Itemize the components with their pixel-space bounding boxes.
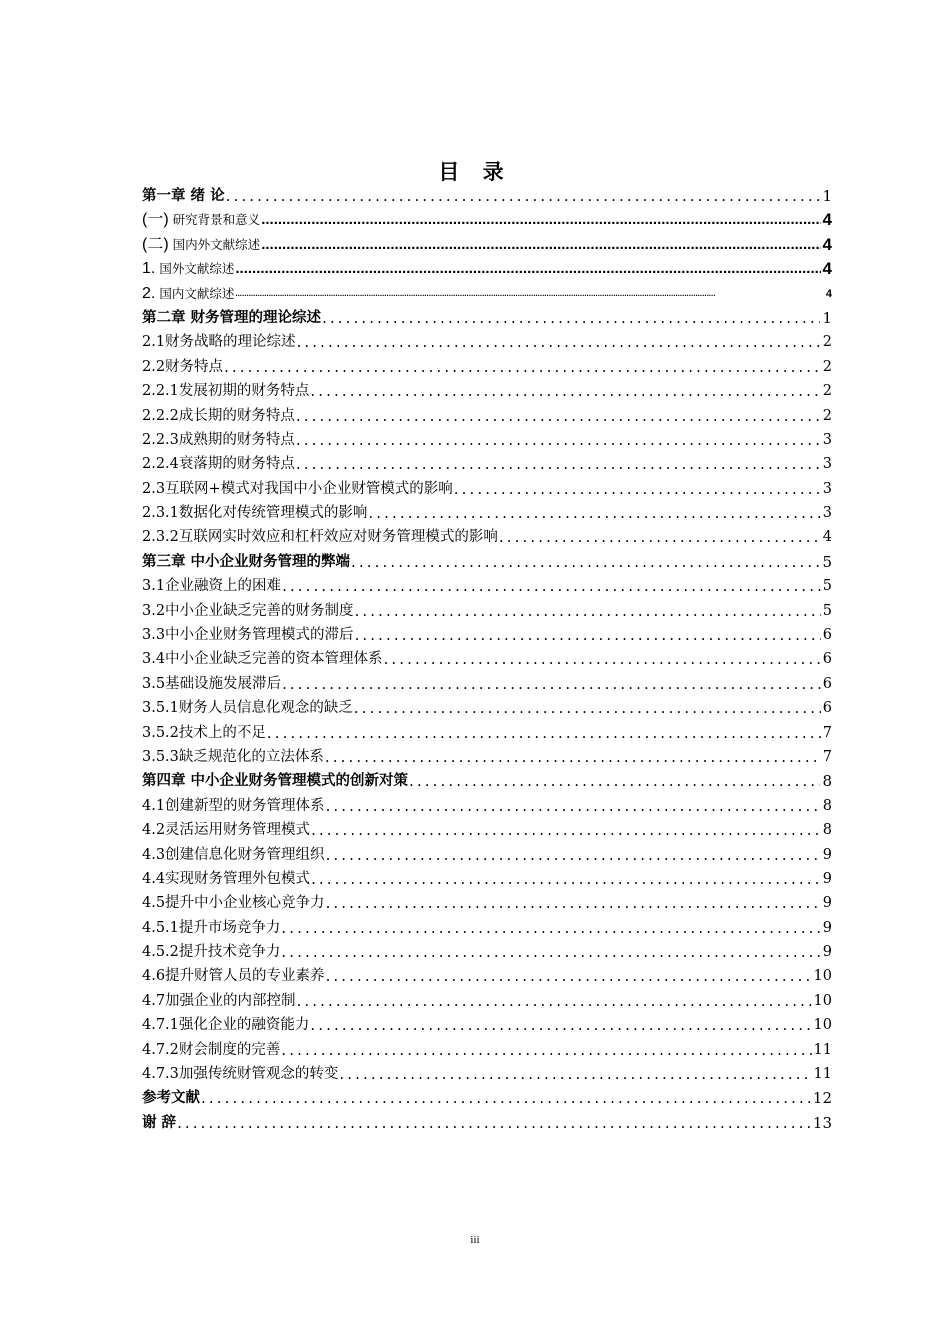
toc-entry[interactable]: [142, 599, 832, 623]
toc-entry-label: 第四章 中小企业财务管理模式的创新对策: [142, 773, 409, 790]
toc-page-number: 9: [822, 895, 832, 912]
toc-page-number: 4: [822, 259, 832, 279]
toc-entry-label: 2.3.1数据化对传统管理模式的影响: [142, 505, 368, 522]
toc-leader-dots: [325, 891, 821, 915]
toc-entry-label: [142, 233, 260, 257]
toc-leader-dots: [367, 501, 820, 525]
toc-entry[interactable]: [142, 745, 832, 769]
toc-page-number: 13: [812, 1113, 832, 1132]
toc-entry[interactable]: [142, 769, 832, 793]
toc-entry-label: 第一章 绪 论: [142, 187, 225, 204]
page-number-footer: iii: [470, 1234, 480, 1246]
toc-page-number: 5: [822, 578, 832, 595]
toc-entry[interactable]: [142, 989, 832, 1013]
toc-entry-label: 2.3.2互联网实时效应和杠杆效应对财务管理模式的影响: [142, 529, 498, 546]
toc-leader-dots: [321, 306, 820, 330]
toc-page-number: 5: [822, 552, 832, 571]
toc-entry[interactable]: [142, 623, 832, 647]
toc-entry[interactable]: [142, 916, 832, 940]
toc-leader-dots: [309, 1013, 811, 1037]
toc-leader-dots: [310, 867, 821, 891]
toc-entry-prefix: (二): [142, 235, 169, 253]
toc-page-number: 1: [822, 308, 832, 327]
toc-leader-dots: [309, 379, 820, 403]
toc-page-number: 10: [813, 992, 832, 1009]
toc-leader-dots: [353, 696, 821, 720]
toc-entry-label: 2.3互联网+模式对我国中小企业财管模式的影响: [142, 480, 453, 497]
toc-entry-label: 4.4实现财务管理外包模式: [142, 870, 311, 887]
toc-entry[interactable]: [142, 355, 832, 379]
toc-page-number: 7: [822, 724, 832, 741]
toc-page-number: 6: [822, 627, 832, 644]
toc-entry[interactable]: [142, 1086, 832, 1110]
toc-entry-text: 国内外文献综述: [172, 236, 261, 252]
toc-page-number: 5: [822, 602, 832, 619]
toc-entry-text: 国外文献综述: [159, 261, 235, 277]
toc-title: 目 录: [438, 160, 512, 184]
toc-page-number: 11: [813, 1041, 832, 1058]
toc-leader-dots: [408, 769, 820, 793]
toc-leader-dots: [338, 1062, 811, 1086]
toc-page-number: 4: [822, 210, 832, 230]
toc-entry[interactable]: [142, 550, 832, 574]
toc-entry-label: 谢 辞: [142, 1114, 177, 1131]
toc-page-number: 2: [822, 407, 832, 424]
toc-page-number: 10: [813, 968, 832, 985]
toc-leader-dots: [295, 428, 821, 452]
toc-entry[interactable]: [142, 452, 832, 476]
toc-entry[interactable]: [142, 647, 832, 671]
toc-leader-dots: [354, 623, 821, 647]
toc-entry[interactable]: [142, 184, 832, 208]
toc-leader-dots: [383, 647, 821, 671]
toc-leader-dots: [223, 355, 821, 379]
toc-leader-dots: [280, 940, 820, 964]
toc-page-number: 7: [822, 748, 832, 765]
toc-leader-dots: [498, 525, 821, 549]
toc-entry-label: 2.2.2成长期的财务特点: [142, 407, 295, 424]
toc-page-number: 4: [822, 234, 832, 254]
toc-entry[interactable]: [142, 208, 832, 232]
toc-entry-label: 4.7.2财会制度的完善: [142, 1041, 281, 1058]
toc-page-number: 8: [822, 772, 832, 791]
toc-entry-label: 4.7.1强化企业的融资能力: [142, 1017, 310, 1034]
table-of-contents: [142, 184, 832, 1135]
toc-entry[interactable]: [142, 574, 832, 598]
toc-entry-label: [142, 208, 260, 232]
toc-page-number: 4: [825, 287, 832, 300]
toc-leader-dots: [350, 550, 820, 574]
toc-entry[interactable]: [142, 965, 832, 989]
toc-leader-dots: [295, 452, 821, 476]
toc-leader-dots: [453, 477, 821, 501]
toc-entry[interactable]: [142, 940, 832, 964]
toc-entry[interactable]: [142, 257, 832, 281]
toc-entry-label: 3.5.3缺乏规范化的立法体系: [142, 748, 324, 765]
toc-leader-dots: [325, 965, 812, 989]
toc-entry-label: 4.7加强企业的内部控制: [142, 992, 296, 1009]
toc-leader-dots: [281, 672, 821, 696]
toc-page-number: 9: [822, 944, 832, 961]
toc-leader-dots: [325, 794, 821, 818]
toc-page-number: 3: [822, 480, 832, 497]
toc-page-number: 2: [822, 358, 832, 375]
toc-entry[interactable]: [142, 404, 832, 428]
toc-leader-dots: [296, 330, 821, 354]
toc-entry[interactable]: [142, 379, 832, 403]
toc-entry[interactable]: [142, 794, 832, 818]
toc-entry[interactable]: [142, 282, 832, 306]
toc-leader-dots: [225, 184, 821, 208]
toc-entry[interactable]: [142, 428, 832, 452]
toc-entry-label: 3.2中小企业缺乏完善的财务制度: [142, 602, 354, 619]
toc-entry-label: 4.3创建信息化财务管理组织: [142, 846, 325, 863]
toc-page-number: 3: [822, 431, 832, 448]
toc-leader-dots: [200, 1086, 811, 1110]
toc-page-number: 12: [812, 1089, 832, 1108]
toc-entry-label: 2.2.1发展初期的财务特点: [142, 383, 310, 400]
toc-entry-label: 3.5.2技术上的不足: [142, 724, 266, 741]
toc-entry[interactable]: [142, 1038, 832, 1062]
toc-leader-dots: [260, 208, 820, 232]
toc-entry-label: [142, 257, 234, 281]
toc-leader-dots: [310, 818, 821, 842]
toc-entry[interactable]: [142, 306, 832, 330]
toc-page-number: 3: [822, 456, 832, 473]
toc-entry[interactable]: [142, 1111, 832, 1135]
toc-leader-dots: [234, 257, 820, 281]
toc-entry[interactable]: [142, 1062, 832, 1086]
toc-entry-label: 3.5基础设施发展滞后: [142, 675, 282, 692]
toc-entry[interactable]: [142, 818, 832, 842]
toc-entry-label: 4.5.1提升市场竞争力: [142, 919, 281, 936]
toc-entry-label: 4.2灵活运用财务管理模式: [142, 822, 311, 839]
toc-entry[interactable]: [142, 721, 832, 745]
toc-entry[interactable]: [142, 867, 832, 891]
toc-page-number: 1: [822, 186, 832, 205]
toc-leader-dots: [295, 404, 821, 428]
toc-entry[interactable]: [142, 233, 832, 257]
toc-entry-label: 3.4中小企业缺乏完善的资本管理体系: [142, 651, 383, 668]
toc-leader-dots: [281, 574, 821, 598]
toc-entry[interactable]: [142, 891, 832, 915]
toc-page-number: 6: [822, 675, 832, 692]
toc-entry-label: 4.7.3加强传统财管观念的转变: [142, 1066, 339, 1083]
toc-entry-label: 3.5.1财务人员信息化观念的缺乏: [142, 700, 353, 717]
toc-entry-text: 国内文献综述: [159, 285, 235, 301]
toc-leader-dots: [260, 233, 820, 257]
toc-entry-prefix: (一): [142, 211, 169, 229]
toc-entry[interactable]: [142, 1013, 832, 1037]
toc-page-number: 10: [813, 1017, 832, 1034]
toc-entry-label: 第三章 中小企业财务管理的弊端: [142, 553, 351, 570]
toc-leader-dots: [280, 1038, 811, 1062]
toc-page-number: 3: [822, 505, 832, 522]
toc-entry-prefix: 2.: [142, 284, 156, 302]
toc-entry-label: 4.5.2提升技术竞争力: [142, 944, 281, 961]
toc-page-number: 2: [822, 334, 832, 351]
toc-leader-dots: [234, 282, 824, 306]
toc-page-number: 9: [822, 846, 832, 863]
toc-entry[interactable]: [142, 525, 832, 549]
toc-entry-text: 研究背景和意义: [172, 212, 261, 228]
toc-leader-dots: [296, 989, 812, 1013]
toc-entry-label: 3.1企业融资上的困难: [142, 578, 282, 595]
toc-page-number: 9: [822, 919, 832, 936]
toc-page-number: 8: [822, 797, 832, 814]
toc-leader-dots: [324, 745, 821, 769]
toc-entry-label: 4.1创建新型的财务管理体系: [142, 797, 325, 814]
toc-entry-label: 2.2财务特点: [142, 358, 224, 375]
toc-entry-prefix: 1.: [142, 260, 156, 278]
toc-entry[interactable]: [142, 477, 832, 501]
toc-page-number: 11: [813, 1066, 832, 1083]
toc-entry-label: 2.2.4衰落期的财务特点: [142, 456, 295, 473]
toc-entry[interactable]: [142, 501, 832, 525]
toc-entry[interactable]: [142, 843, 832, 867]
toc-entry-label: 2.2.3成熟期的财务特点: [142, 431, 295, 448]
toc-entry[interactable]: [142, 672, 832, 696]
toc-leader-dots: [266, 721, 821, 745]
toc-page-number: 6: [822, 651, 832, 668]
toc-entry-label: 第二章 财务管理的理论综述: [142, 309, 322, 326]
toc-leader-dots: [280, 916, 820, 940]
toc-entry-label: 4.5提升中小企业核心竞争力: [142, 895, 325, 912]
toc-page-number: 9: [822, 870, 832, 887]
toc-entry[interactable]: [142, 696, 832, 720]
toc-leader-dots: [176, 1111, 811, 1135]
toc-entry-label: 3.3中小企业财务管理模式的滞后: [142, 627, 354, 644]
toc-entry[interactable]: [142, 330, 832, 354]
toc-leader-dots: [325, 843, 821, 867]
toc-page-number: 2: [822, 383, 832, 400]
toc-entry-label: 参考文献: [142, 1090, 200, 1107]
toc-entry-label: 2.1财务战略的理论综述: [142, 334, 296, 351]
toc-page-number: 6: [822, 700, 832, 717]
toc-leader-dots: [354, 599, 821, 623]
toc-entry-label: [142, 282, 234, 306]
toc-page-number: 8: [822, 822, 832, 839]
toc-entry-label: 4.6提升财管人员的专业素养: [142, 968, 325, 985]
toc-page-number: 4: [822, 529, 832, 546]
